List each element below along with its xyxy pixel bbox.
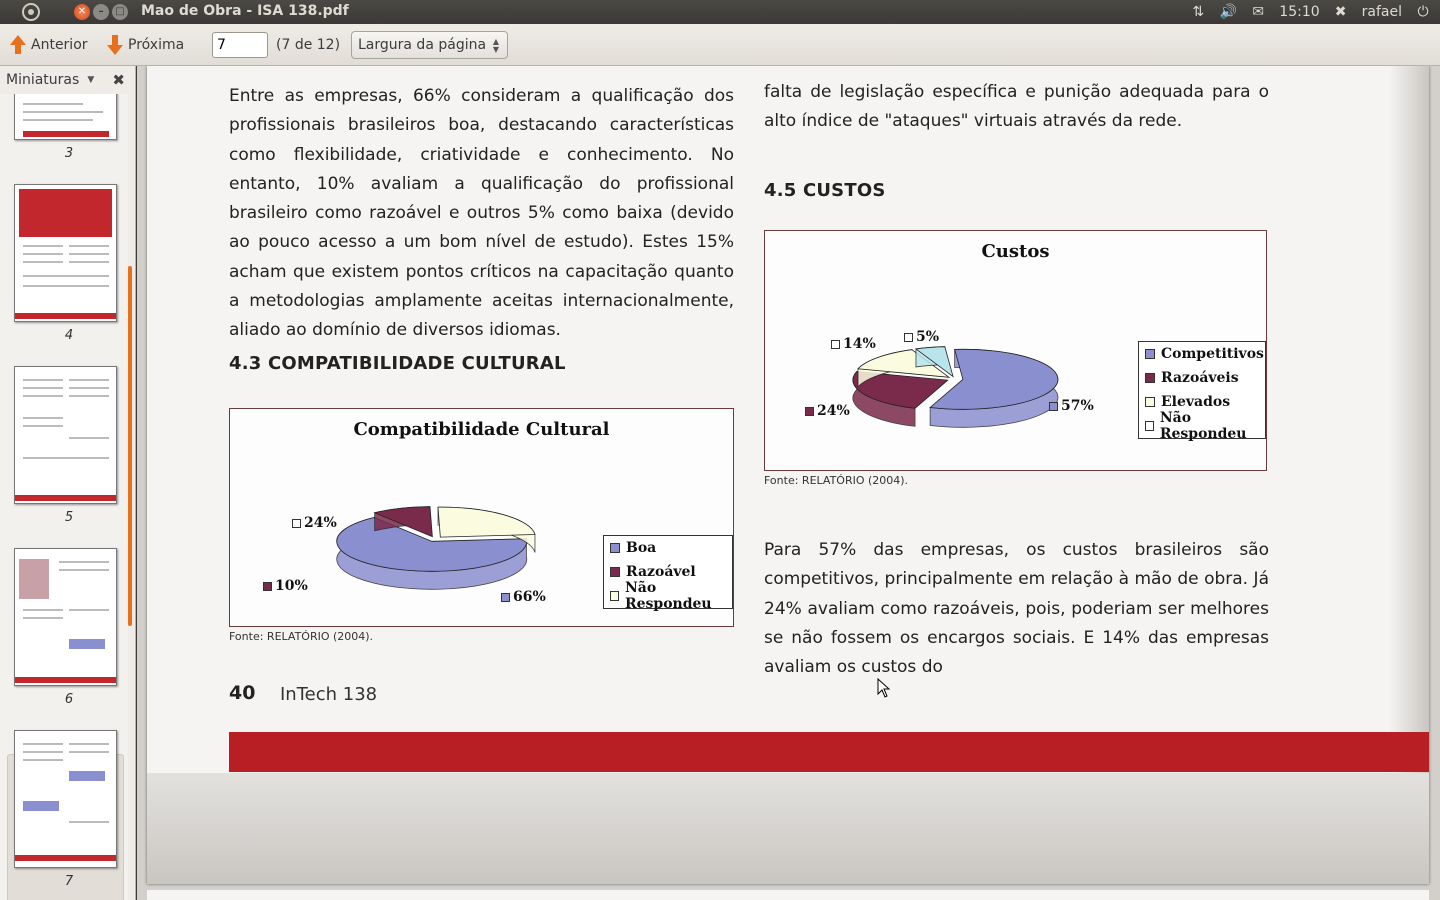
pie-slice-competitivos bbox=[930, 349, 1058, 427]
thumbnail-page-7[interactable] bbox=[14, 730, 117, 868]
pie-label-razoaveis: 24% bbox=[805, 403, 850, 419]
footer-page-number: 40 bbox=[229, 682, 256, 704]
chevron-down-icon[interactable]: ▼ bbox=[87, 75, 95, 85]
next-page-button[interactable] bbox=[107, 33, 184, 57]
volume-icon[interactable]: 🔊 bbox=[1219, 4, 1237, 20]
legend-item: Não Respondeu bbox=[1139, 414, 1265, 438]
chart-custos bbox=[764, 230, 1267, 471]
previous-page-button[interactable] bbox=[10, 33, 88, 57]
pie-label-nao-respondeu: 24% bbox=[292, 515, 337, 531]
source-caption-right: Fonte: RELATÓRIO (2004). bbox=[764, 474, 909, 487]
thumbnail-page-6[interactable] bbox=[14, 548, 117, 686]
pie-label-elevados: 14% bbox=[831, 336, 876, 352]
spin-arrows-icon: ▲ ▼ bbox=[492, 37, 499, 54]
sidebar-header[interactable] bbox=[0, 66, 135, 94]
thumbnail-page-4[interactable] bbox=[14, 184, 117, 322]
legend-item: Não Respondeu bbox=[604, 584, 732, 608]
legend-item: Razoáveis bbox=[1139, 366, 1265, 390]
thumbnail-list[interactable] bbox=[0, 94, 128, 900]
footer-magazine-name: InTech 138 bbox=[280, 684, 378, 705]
thumbnail-number: 5 bbox=[64, 510, 74, 525]
arrow-up-icon bbox=[10, 35, 26, 55]
legend-item: Boa bbox=[604, 536, 732, 560]
document-view[interactable] bbox=[137, 66, 1440, 900]
pdf-page bbox=[147, 66, 1429, 884]
paragraph-custos: Para 57% das empresas, os custos brasileiros são competitivos, principalmente em relação à mão de obra. Já 24% avaliam como razoáveis, pois, poderiam ser melhores se não fossem os encargos sociais. E 14% das empresas avaliam os custos do bbox=[764, 540, 1269, 678]
pie-label-nao-respondeu: 5% bbox=[904, 329, 939, 345]
page-bottom-shadow bbox=[147, 773, 1429, 884]
mouse-cursor-icon bbox=[877, 678, 891, 698]
paragraph-qualification: Entre as empresas, 66% consideram a qualificação dos profissionais brasileiros boa, destacando características como flexibilidade, criatividade e conhecimento. No entanto, 10% avaliam a qualificação do profissional brasileiro como razoável e outros 5% como baixa (devido ao pouco acesso a um bom nível de estudo). Estes 15% acham que existem pontos críticos na capacitação quanto a metodologias amplamente aceitas internacionalmente, aliado ao domínio de diversos idiomas. bbox=[229, 86, 734, 341]
thumbnail-number: 7 bbox=[64, 874, 74, 889]
sidebar-title: Miniaturas bbox=[6, 72, 80, 88]
zoom-value: Largura da página bbox=[358, 37, 487, 53]
window-title: Mao de Obra - ISA 138.pdf bbox=[141, 3, 349, 19]
chart-title: Custos bbox=[981, 241, 1050, 262]
ubuntu-logo-icon[interactable] bbox=[22, 3, 40, 21]
red-footer-band bbox=[229, 732, 1429, 772]
maximize-window-button[interactable]: □ bbox=[112, 4, 128, 20]
arrow-down-icon bbox=[107, 35, 123, 55]
thumbnail-number: 4 bbox=[64, 328, 74, 343]
legend-item: Razoável bbox=[604, 560, 732, 584]
chart-compatibilidade bbox=[229, 408, 734, 627]
legend-item: Elevados bbox=[1139, 390, 1265, 414]
section-title-4-5: 4.5 CUSTOS bbox=[764, 180, 886, 201]
mail-icon[interactable]: ✉ bbox=[1252, 4, 1265, 20]
next-pdf-page-edge bbox=[147, 890, 1429, 900]
zoom-select[interactable] bbox=[351, 31, 508, 59]
next-label: Próxima bbox=[128, 37, 185, 53]
pie-label-razoavel: 10% bbox=[263, 578, 308, 594]
sidebar-scrollbar[interactable] bbox=[128, 266, 132, 626]
page-number-input[interactable] bbox=[212, 32, 268, 58]
legend bbox=[1138, 341, 1266, 442]
top-panel bbox=[0, 0, 1440, 24]
pie-chart-2 bbox=[805, 301, 1105, 461]
user-status-icon[interactable]: ✖ bbox=[1334, 4, 1347, 20]
close-window-button[interactable]: ✕ bbox=[74, 4, 90, 20]
previous-label: Anterior bbox=[31, 37, 88, 53]
clock[interactable]: 15:10 bbox=[1279, 4, 1320, 20]
power-icon[interactable]: ⏻ bbox=[1417, 4, 1429, 20]
network-icon[interactable]: ⇅ bbox=[1192, 4, 1205, 20]
minimize-window-button[interactable]: – bbox=[93, 4, 109, 20]
pie-label-boa: 66% bbox=[501, 589, 546, 605]
source-caption-left: Fonte: RELATÓRIO (2004). bbox=[229, 630, 374, 643]
legend-item: Competitivos bbox=[1139, 342, 1265, 366]
thumbnail-number: 6 bbox=[64, 692, 74, 707]
chart-title: Compatibilidade Cultural bbox=[353, 419, 610, 440]
page-count: (7 de 12) bbox=[276, 37, 341, 53]
thumbnail-number: 3 bbox=[64, 146, 74, 161]
pie-label-competitivos: 57% bbox=[1049, 398, 1094, 414]
thumbnail-page-3[interactable] bbox=[14, 94, 117, 140]
sidebar bbox=[0, 66, 136, 900]
user-name[interactable]: rafael bbox=[1361, 4, 1402, 20]
legend bbox=[603, 535, 733, 612]
section-title-4-3: 4.3 COMPATIBILIDADE CULTURAL bbox=[229, 353, 566, 374]
close-icon[interactable]: ✖ bbox=[112, 71, 125, 89]
system-tray bbox=[1189, 3, 1432, 21]
thumbnail-page-5[interactable] bbox=[14, 366, 117, 504]
paragraph-top-right: falta de legislação específica e punição adequada para o alto índice de "ataques" virtuais através da rede. bbox=[764, 82, 1269, 132]
